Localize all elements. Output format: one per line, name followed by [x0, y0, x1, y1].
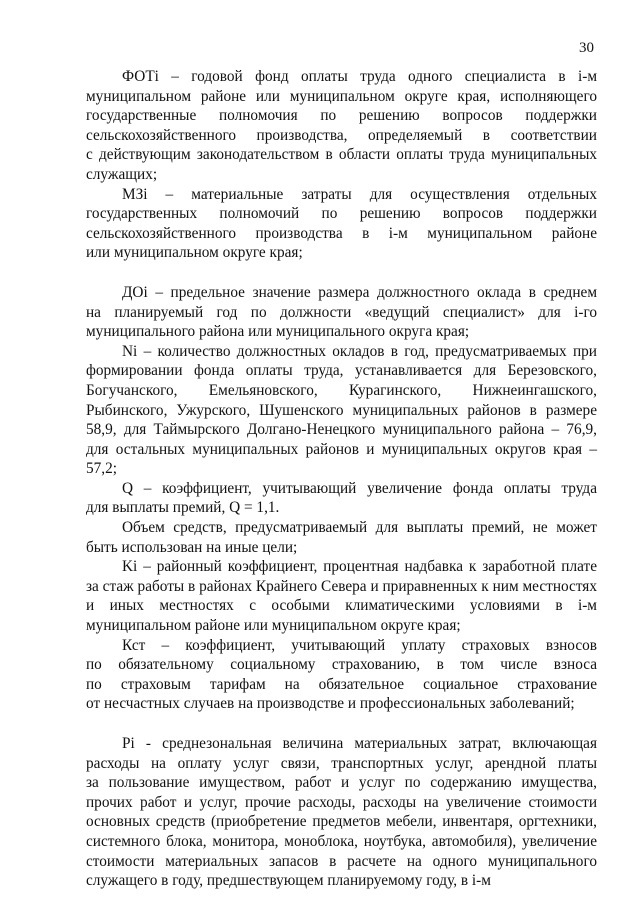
text-line: сельскохозяйственного производства в і-м муниципальном районе: [86, 224, 597, 242]
paragraph-ki-definition: [86, 557, 597, 635]
paragraph-ni-definition: [86, 342, 597, 479]
text-line: муниципальном районе или муниципальном округе края, исполняющего: [86, 87, 597, 105]
text-line: муниципальном районе или муниципальном округе края;: [86, 617, 461, 635]
page-number: 30: [579, 40, 594, 56]
text-line: формировании фонда оплаты труда, устанавливается для Березовского,: [86, 362, 597, 380]
document-body: [86, 67, 597, 891]
text-line: Q – коэффициент, учитывающий увеличение фонда оплаты труда: [122, 479, 597, 497]
paragraph-doi-definition: [86, 283, 597, 342]
text-line: или муниципальном округе края;: [86, 244, 303, 262]
text-line: за пользование имуществом, работ и услуг по содержанию имущества,: [86, 774, 597, 792]
text-line: от несчастных случаев на производстве и профессиональных заболеваний;: [86, 695, 575, 713]
text-line: муниципального района или муниципального округа края;: [86, 323, 470, 341]
paragraph-mzi-definition: [86, 185, 597, 263]
paragraph-premium-note: [86, 518, 597, 557]
text-line: Рыбинского, Ужурского, Шушенского муниципальных районов в размере: [86, 401, 597, 419]
text-line: ФОТі – годовой фонд оплаты труда одного специалиста в і-м: [122, 68, 597, 85]
text-line: стоимости материальных запасов в расчете на одного муниципального: [86, 852, 597, 870]
text-line: Кст – коэффициент, учитывающий уплату страховых взносов: [122, 636, 597, 654]
text-line: Ki – районный коэффициент, процентная надбавка к заработной плате: [122, 558, 597, 576]
text-line: сельскохозяйственного производства, определяемый в соответствии: [86, 126, 597, 144]
text-line: Ni – количество должностных окладов в год, предусматриваемых при: [122, 342, 597, 360]
text-line: с действующим законодательством в области оплаты труда муниципальных: [86, 146, 597, 164]
text-line: Рі - среднезональная величина материальных затрат, включающая: [122, 735, 597, 752]
text-line: для выплаты премий, Q = 1,1.: [86, 499, 280, 517]
text-line: за стаж работы в районах Крайнего Севера и приравненных к ним местностях: [86, 577, 597, 595]
text-line: и иных местностях с особыми климатическими условиями в і-м: [86, 597, 597, 615]
text-line: государственные полномочия по решению вопросов поддержки: [86, 107, 597, 125]
text-line: служащего в году, предшествующем планируемому году, в і-м: [86, 872, 491, 890]
text-line: Объем средств, предусматриваемый для выплаты премий, не может: [122, 519, 597, 537]
text-line: 58,9, для Таймырского Долгано-Ненецкого муниципального района – 76,9,: [86, 421, 597, 439]
text-line: служащих;: [86, 165, 158, 183]
text-line: Богучанского, Емельяновского, Курагинского, Нижнеингашского,: [86, 381, 597, 399]
paragraph-q-definition: [86, 479, 597, 518]
text-line: на планируемый год по должности «ведущий специалист» для і-го: [86, 303, 597, 321]
paragraph-kst-definition: [86, 636, 597, 714]
text-line: по страховым тарифам на обязательное социальное страхование: [86, 675, 597, 693]
text-line: прочих работ и услуг, прочие расходы, расходы на увеличение стоимости: [86, 793, 597, 811]
paragraph-foti-definition: [86, 67, 597, 185]
text-line: МЗі – материальные затраты для осуществления отдельных: [122, 185, 597, 203]
text-line: системного блока, монитора, моноблока, ноутбука, автомобиля), увеличение: [86, 832, 597, 850]
text-line: государственных полномочий по решению вопросов поддержки: [86, 205, 597, 223]
text-line: основных средств (приобретение предметов мебели, инвентаря, оргтехники,: [86, 813, 597, 831]
text-line: для остальных муниципальных районов и муниципальных округов края –: [86, 440, 597, 458]
text-line: 57,2;: [86, 460, 118, 478]
paragraph-pi-definition: [86, 734, 597, 891]
text-line: по обязательному социальному страхованию, в том числе взноса: [86, 656, 597, 674]
text-line: быть использован на иные цели;: [86, 538, 298, 556]
text-line: расходы на оплату услуг связи, транспортных услуг, арендной платы: [86, 754, 597, 772]
text-line: ДОі – предельное значение размера должностного оклада в среднем: [122, 283, 597, 301]
